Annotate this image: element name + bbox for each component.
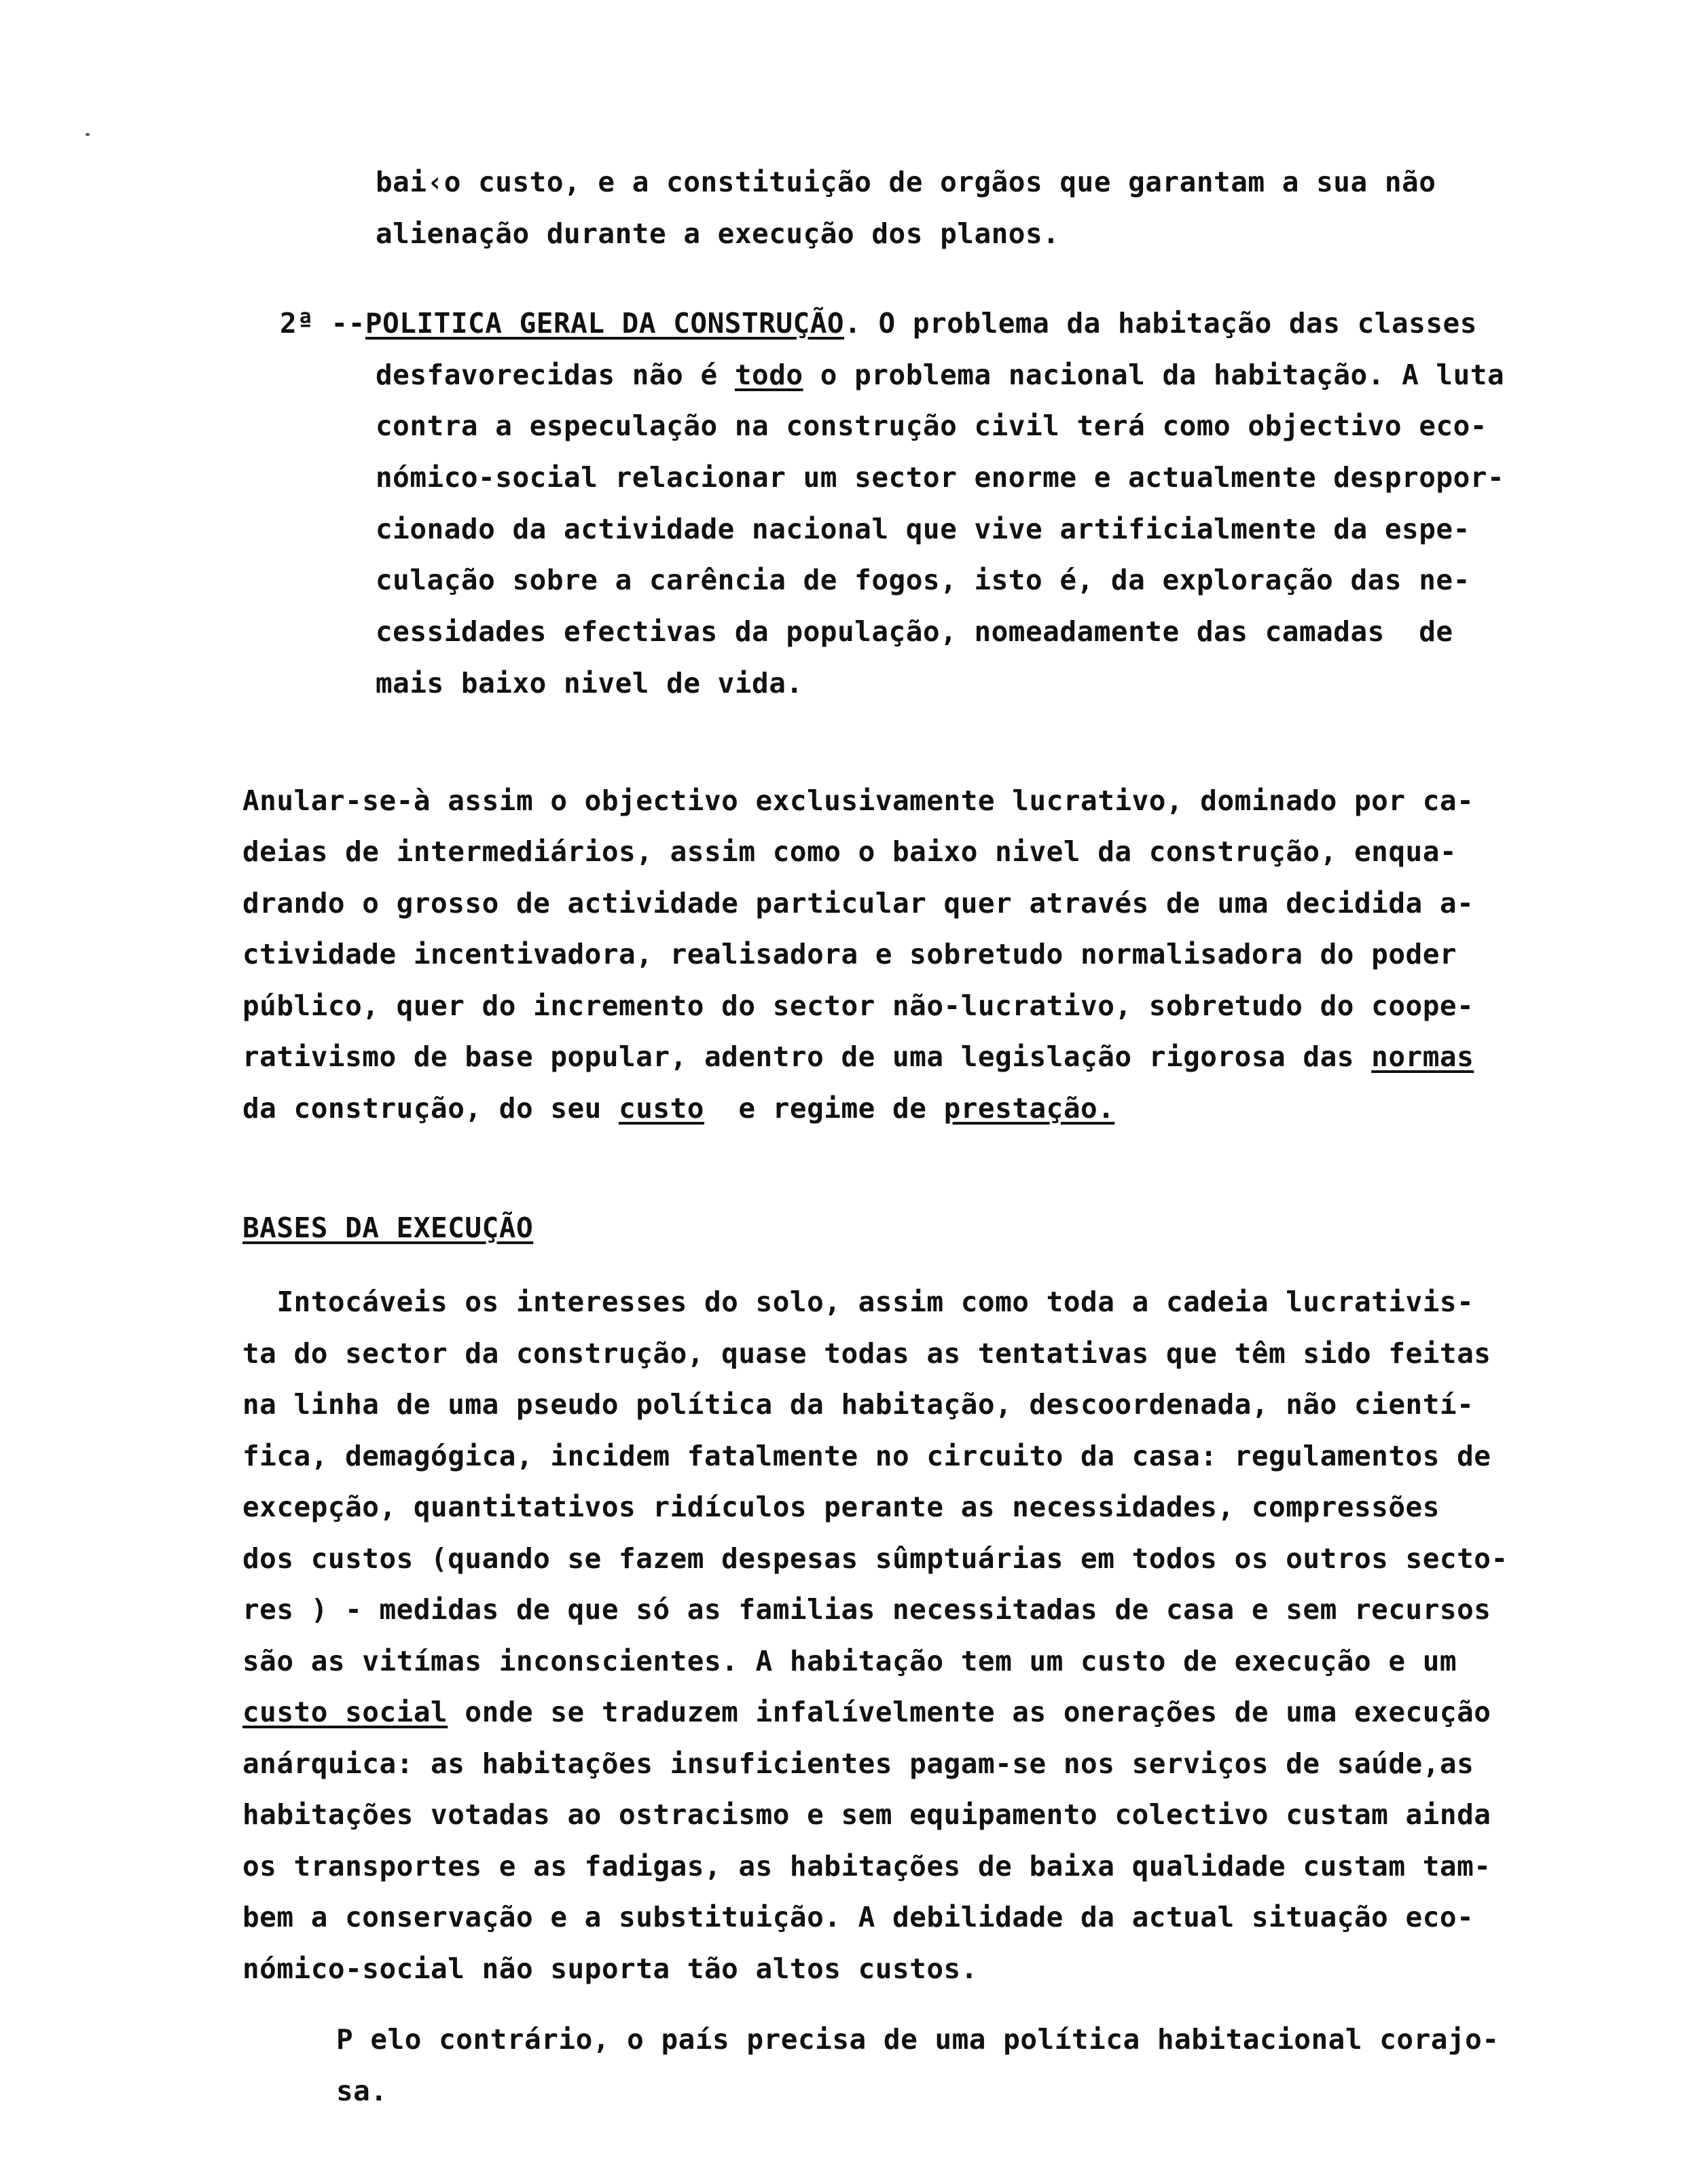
item-heading-rest: . O problema da habitação das classes [844, 307, 1477, 340]
underlined-word-normas: normas [1371, 1040, 1474, 1073]
p4-line-7: res ) - medidas de que só as familias necessitadas de casa e sem recursos [242, 1593, 1491, 1626]
p4-line-2: ta do sector da construção, quase todas as tentativas que têm sido feitas [242, 1337, 1491, 1370]
p2-line-2 [376, 359, 1504, 390]
p5-line-2: sa. [336, 2075, 388, 2107]
p3-line-5: público, quer do incremento do sector não-lucrativo, sobretudo do coope- [242, 989, 1474, 1022]
p2-line-5: cionado da actividade nacional que vive artificialmente da espe- [376, 513, 1470, 545]
p4-line-4: fica, demagógica, incidem fatalmente no circuito da casa: regulamentos de [242, 1440, 1491, 1472]
p4-line-6: dos custos (quando se fazem despesas sûmptuárias em todos os outros secto- [242, 1542, 1508, 1575]
p4-line-10: anárquica: as habitações insuficientes pagam-se nos serviços de saúde,as [242, 1747, 1474, 1780]
scan-speck [86, 133, 90, 136]
p3-text: e regime de [704, 1092, 944, 1125]
p3-line-3: drando o grosso de actividade particular quer através de uma decidida a- [242, 887, 1474, 920]
item-heading: POLITICA GERAL DA CONSTRUÇÃO [365, 307, 845, 340]
p2-line-1 [280, 308, 1477, 339]
p4-line-13: bem a conservação e a substituição. A debilidade da actual situação eco- [242, 1901, 1474, 1933]
p4-line-3: na linha de uma pseudo política da habitação, descoordenada, não cientí- [242, 1388, 1474, 1421]
p4-line-11: habitações votadas ao ostracismo e sem equipamento colectivo custam ainda [242, 1798, 1491, 1831]
underlined-phrase-custo-social: custo social [242, 1696, 448, 1728]
p2-line-3: contra a especulação na construção civil terá como objectivo eco- [376, 410, 1487, 442]
p3-line-7 [242, 1093, 1114, 1124]
p2-line-4: nómico-social relacionar um sector enorme e actualmente despropor- [376, 461, 1505, 494]
p3-text: da construção, do seu [242, 1092, 619, 1125]
p1-line-1: bai‹o custo, e a constituição de orgãos que garantam a sua não [376, 166, 1436, 198]
underlined-word-prestacao: prestação. [943, 1092, 1115, 1125]
underlined-word-custo: custo [619, 1092, 704, 1125]
underlined-word-todo: todo [734, 359, 803, 391]
p2-text: desfavorecidas não é [376, 359, 735, 391]
p2-line-8: mais baixo nivel de vida. [376, 667, 803, 699]
p4-line-5: excepção, quantitativos ridículos perante as necessidades, compressões [242, 1491, 1440, 1523]
p3-line-6 [242, 1041, 1474, 1072]
p4-text: onde se traduzem infalívelmente as onerações de uma execução [448, 1696, 1491, 1728]
p4-line-9 [242, 1696, 1491, 1728]
p1-line-2: alienação durante a execução dos planos. [376, 217, 1060, 250]
item-number: 2ª -- [280, 307, 365, 340]
p4-line-8: são as vitímas inconscientes. A habitação tem um custo de execução e um [242, 1645, 1457, 1677]
p4-line-14: nómico-social não suporta tão altos custos. [242, 1952, 978, 1985]
p3-line-4: ctividade incentivadora, realisadora e sobretudo normalisadora do poder [242, 938, 1457, 970]
p4-line-12: os transportes e as fadigas, as habitações de baixa qualidade custam tam- [242, 1850, 1491, 1882]
p3-line-1: Anular-se-à assim o objectivo exclusivamente lucrativo, dominado por ca- [242, 784, 1474, 817]
p2-line-7: cessidades efectivas da população, nomeadamente das camadas de [376, 615, 1453, 648]
p2-text: o problema nacional da habitação. A luta [803, 359, 1505, 391]
p3-text: rativismo de base popular, adentro de uma legislação rigorosa das [242, 1040, 1372, 1073]
p4-line-1: Intocáveis os interesses do solo, assim como toda a cadeia lucrativis- [242, 1286, 1474, 1318]
section-title: BASES DA EXECUÇÃO [242, 1212, 534, 1244]
p3-line-2: deias de intermediários, assim como o baixo nivel da construção, enqua- [242, 835, 1457, 868]
p2-line-6: culação sobre a carência de fogos, isto é, da exploração das ne- [376, 564, 1470, 596]
p5-line-1: P elo contrário, o país precisa de uma política habitacional corajo- [336, 2023, 1500, 2056]
